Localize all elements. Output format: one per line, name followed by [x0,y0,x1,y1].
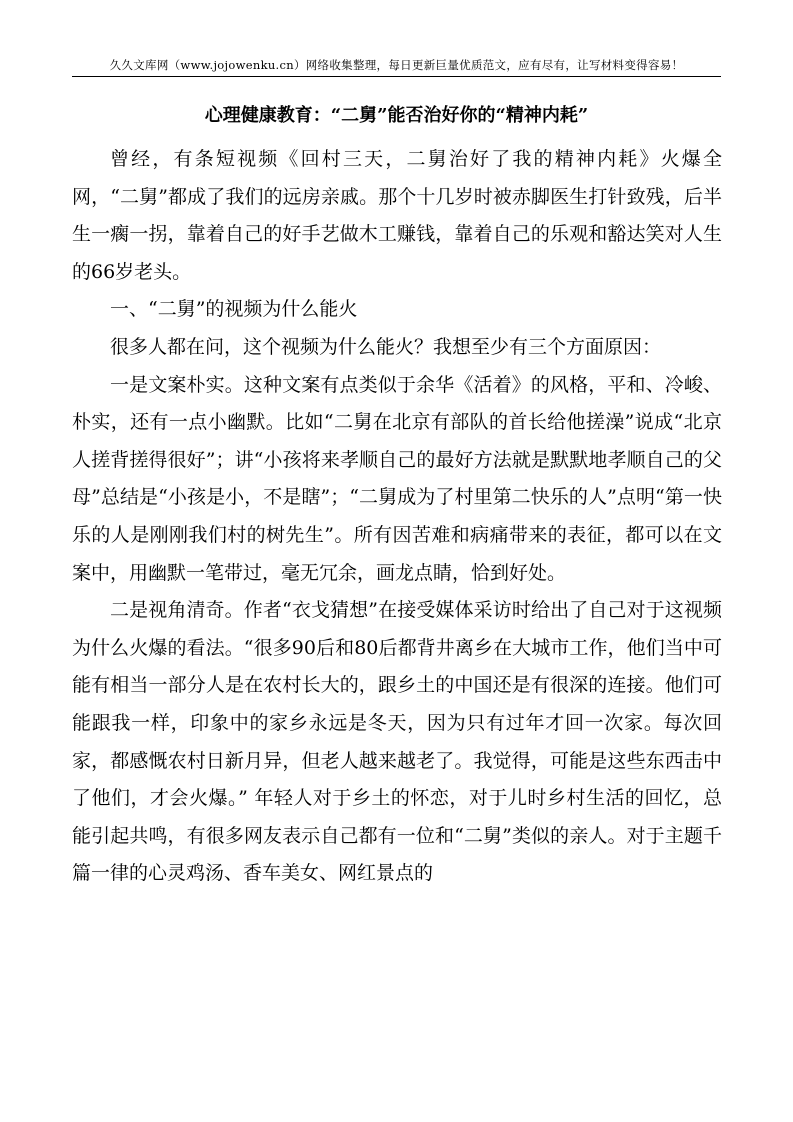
document-title: 心理健康教育：“二舅”能否治好你的“精神内耗” [204,105,589,126]
document-body [72,141,722,893]
section-heading: 一、“二舅”的视频为什么能火 [110,298,358,321]
paragraph-point-one: 一是文案朴实。这种文案有点类似于余华《活着》的风格，平和、冷峻、朴实，还有一点小幽默。比如“二舅在北京有部队的首长给他搓澡”说成“北京人搓背搓得很好”；讲“小孩将来孝顺自己的最好方法就是默默地孝顺自己的父母”总结是“小孩是小，不是瞎”；“二舅成为了村里第二快乐的人”点明“第一快乐的人是刚刚我们村的树先生”。所有因苦难和病痛带来的表征，都可以在文案中，用幽默一笔带过，毫无冗余，画龙点睛，恰到好处。 [72,373,722,584]
paragraph-intro: 曾经，有条短视频《回村三天，二舅治好了我的精神内耗》火爆全网，“二舅”都成了我们的远房亲戚。那个十几岁时被赤脚医生打针致残，后半生一瘸一拐，靠着自己的好手艺做木工赚钱，靠着自己的乐观和豁达笑对人生的66岁老头。 [72,148,722,283]
paragraph-reasons: 很多人都在问，这个视频为什么能火？我想至少有三个方面原因： [110,335,662,358]
header-divider [72,76,721,77]
paragraph-point-two: 二是视角清奇。作者“衣戈猜想”在接受媒体采访时给出了自己对于这视频为什么火爆的看法。“很多90后和80后都背井离乡在大城市工作，他们当中可能有相当一部分人是在农村长大的，跟乡土的中国还是有很深的连接。他们可能跟我一样，印象中的家乡永远是冬天，因为只有过年才回一次家。每次回家，都感慨农村日新月异，但老人越来越老了。我觉得，可能是这些东西击中了他们，才会火爆。” 年轻人对于乡土的怀恋，对于儿时乡村生活的回忆，总能引起共鸣，有很多网友表示自己都有一位和“二舅”类似的亲人。对于主题千篇一律的心灵鸡汤、香车美女、网红景点的 [72,599,722,885]
page-header: 久久文库网（www.jojowenku.cn）网络收集整理，每日更新巨量优质范文，应有尽有，让写材料变得容易！ [109,58,684,72]
